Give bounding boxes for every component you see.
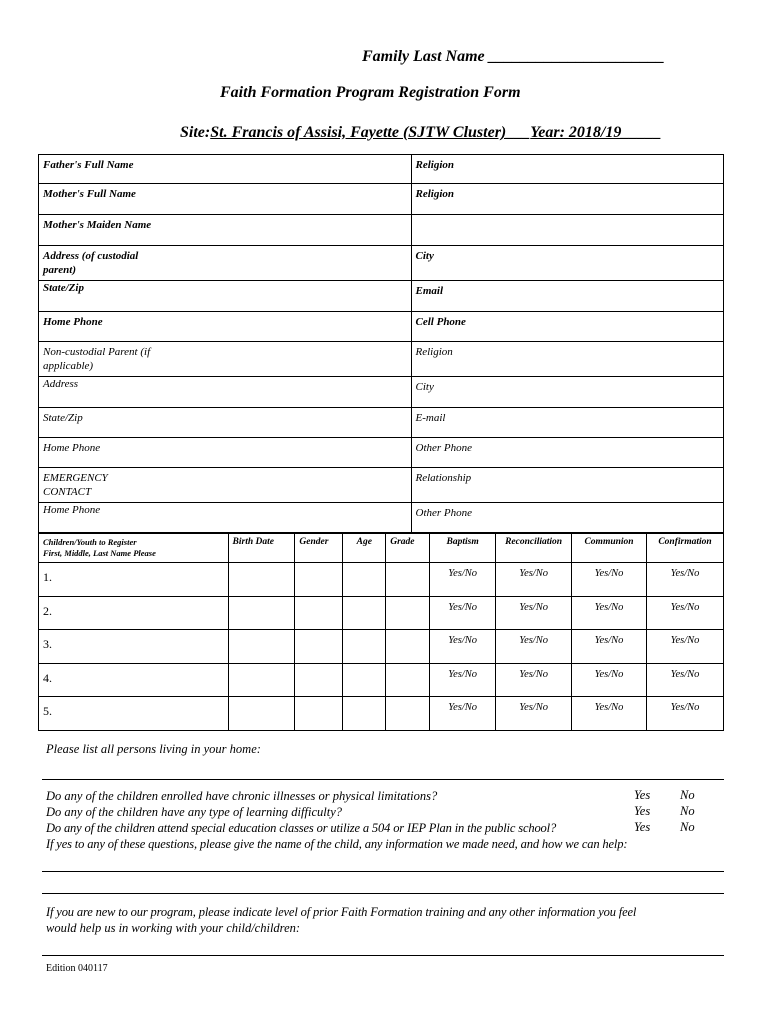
reconciliation-yes-no[interactable]: Yes/No xyxy=(496,596,572,630)
col-gender: Gender xyxy=(295,534,343,563)
household-answer-line[interactable] xyxy=(42,779,724,780)
table-row xyxy=(39,663,724,697)
form-title: Faith Formation Program Registration Form xyxy=(220,84,521,101)
child-name-cell[interactable]: 2. xyxy=(39,596,229,630)
table-row xyxy=(39,697,724,731)
gender-cell[interactable] xyxy=(295,563,343,597)
relationship-field[interactable]: Relationship xyxy=(411,468,723,503)
confirmation-yes-no[interactable]: Yes/No xyxy=(647,697,724,731)
birth-date-cell[interactable] xyxy=(228,697,295,731)
mother-name-field[interactable]: Mother's Full Name xyxy=(39,184,412,215)
reconciliation-yes-no[interactable]: Yes/No xyxy=(496,697,572,731)
nc-state-zip-field[interactable]: State/Zip xyxy=(39,408,412,438)
communion-yes-no[interactable]: Yes/No xyxy=(572,663,647,697)
baptism-yes-no[interactable]: Yes/No xyxy=(430,697,496,731)
age-cell[interactable] xyxy=(343,563,386,597)
birth-date-cell[interactable] xyxy=(228,630,295,664)
grade-cell[interactable] xyxy=(386,630,430,664)
gender-cell[interactable] xyxy=(295,663,343,697)
age-cell[interactable] xyxy=(343,697,386,731)
baptism-yes-no[interactable]: Yes/No xyxy=(430,663,496,697)
question-learning-difficulty: Do any of the children have any type of learning difficulty? xyxy=(46,805,342,819)
cell-phone-field[interactable]: Cell Phone xyxy=(411,312,723,342)
edition-footer: Edition 040117 xyxy=(46,963,108,974)
col-grade: Grade xyxy=(386,534,430,563)
parent-info-table xyxy=(38,154,724,533)
col-age: Age xyxy=(343,534,386,563)
home-phone-field[interactable]: Home Phone xyxy=(39,312,412,342)
q3-no-option[interactable]: No xyxy=(680,820,695,834)
reconciliation-yes-no[interactable]: Yes/No xyxy=(496,663,572,697)
new-program-answer-line[interactable] xyxy=(42,955,724,956)
nc-address-field[interactable]: Address xyxy=(39,377,412,408)
col-reconciliation: Reconciliation xyxy=(496,534,572,563)
blank-cell xyxy=(411,215,723,246)
reconciliation-yes-no[interactable]: Yes/No xyxy=(496,563,572,597)
mother-religion-field[interactable]: Religion xyxy=(411,184,723,215)
child-name-cell[interactable]: 3. xyxy=(39,630,229,664)
mother-maiden-field[interactable]: Mother's Maiden Name xyxy=(39,215,412,246)
birth-date-cell[interactable] xyxy=(228,663,295,697)
noncustodial-parent-field[interactable]: Non-custodial Parent (if applicable) xyxy=(39,342,412,377)
question-special-education: Do any of the children attend special education classes or utilize a 504 or IEP Plan in the public school? xyxy=(46,821,557,835)
age-cell[interactable] xyxy=(343,596,386,630)
city-field[interactable]: City xyxy=(411,246,723,281)
confirmation-yes-no[interactable]: Yes/No xyxy=(647,630,724,664)
gender-cell[interactable] xyxy=(295,697,343,731)
grade-cell[interactable] xyxy=(386,596,430,630)
confirmation-yes-no[interactable]: Yes/No xyxy=(647,663,724,697)
col-birth-date: Birth Date xyxy=(228,534,295,563)
reconciliation-yes-no[interactable]: Yes/No xyxy=(496,630,572,664)
nc-email-field[interactable]: E-mail xyxy=(411,408,723,438)
grade-cell[interactable] xyxy=(386,697,430,731)
grade-cell[interactable] xyxy=(386,563,430,597)
em-other-phone-field[interactable]: Other Phone xyxy=(411,503,723,533)
table-row xyxy=(39,596,724,630)
col-baptism: Baptism xyxy=(430,534,496,563)
col-confirmation: Confirmation xyxy=(647,534,724,563)
household-prompt: Please list all persons living in your home: xyxy=(46,742,261,756)
new-program-prompt-line-1: If you are new to our program, please indicate level of prior Faith Formation training and any other information you feel xyxy=(46,905,637,919)
child-name-cell[interactable]: 1. xyxy=(39,563,229,597)
children-table xyxy=(38,533,724,731)
nc-religion-field[interactable]: Religion xyxy=(411,342,723,377)
gender-cell[interactable] xyxy=(295,630,343,664)
col-name-header: Children/Youth to Register First, Middle, Last Name Please xyxy=(39,534,229,563)
if-yes-answer-line-2[interactable] xyxy=(42,893,724,894)
communion-yes-no[interactable]: Yes/No xyxy=(572,563,647,597)
baptism-yes-no[interactable]: Yes/No xyxy=(430,630,496,664)
question-chronic-illness: Do any of the children enrolled have chronic illnesses or physical limitations? xyxy=(46,789,438,803)
state-zip-field[interactable]: State/Zip xyxy=(39,281,412,312)
year: Year: 2018/19 xyxy=(530,124,622,141)
communion-yes-no[interactable]: Yes/No xyxy=(572,697,647,731)
birth-date-cell[interactable] xyxy=(228,563,295,597)
table-row xyxy=(39,563,724,597)
age-cell[interactable] xyxy=(343,630,386,664)
if-yes-answer-line-1[interactable] xyxy=(42,871,724,872)
nc-home-phone-field[interactable]: Home Phone xyxy=(39,438,412,468)
grade-cell[interactable] xyxy=(386,663,430,697)
age-cell[interactable] xyxy=(343,663,386,697)
q1-no-option[interactable]: No xyxy=(680,788,695,802)
new-program-prompt-line-2: would help us in working with your child/children: xyxy=(46,921,301,935)
father-religion-field[interactable]: Religion xyxy=(411,155,723,184)
q2-no-option[interactable]: No xyxy=(680,804,695,818)
child-name-cell[interactable]: 4. xyxy=(39,663,229,697)
email-field[interactable]: Email xyxy=(411,281,723,312)
family-last-name: Family Last Name ______________________ xyxy=(362,48,665,65)
communion-yes-no[interactable]: Yes/No xyxy=(572,596,647,630)
baptism-yes-no[interactable]: Yes/No xyxy=(430,563,496,597)
communion-yes-no[interactable]: Yes/No xyxy=(572,630,647,664)
site-line: Site:St. Francis of Assisi, Fayette (SJTW Cluster)___Year: 2018/19_____ xyxy=(180,124,662,141)
children-header-row xyxy=(39,534,724,563)
father-name-field[interactable]: Father's Full Name xyxy=(39,155,412,184)
em-home-phone-field[interactable]: Home Phone xyxy=(39,503,412,533)
confirmation-yes-no[interactable]: Yes/No xyxy=(647,596,724,630)
site-name: St. Francis of Assisi, Fayette (SJTW Cluster) xyxy=(210,124,507,141)
child-name-cell[interactable]: 5. xyxy=(39,697,229,731)
confirmation-yes-no[interactable]: Yes/No xyxy=(647,563,724,597)
nc-other-phone-field[interactable]: Other Phone xyxy=(411,438,723,468)
q3-yes-option[interactable]: Yes xyxy=(634,820,651,834)
emergency-contact-field[interactable]: EMERGENCY CONTACT xyxy=(39,468,412,503)
family-last-name-blank[interactable]: ______________________ xyxy=(488,48,665,65)
gender-cell[interactable] xyxy=(295,596,343,630)
q1-yes-option[interactable]: Yes xyxy=(634,788,651,802)
q2-yes-option[interactable]: Yes xyxy=(634,804,651,818)
baptism-yes-no[interactable]: Yes/No xyxy=(430,596,496,630)
address-field[interactable]: Address (of custodial parent) xyxy=(39,246,412,281)
table-row xyxy=(39,630,724,664)
col-communion: Communion xyxy=(572,534,647,563)
if-yes-prompt: If yes to any of these questions, please give the name of the child, any information we made need, and how we can help: xyxy=(46,837,628,851)
birth-date-cell[interactable] xyxy=(228,596,295,630)
nc-city-field[interactable]: City xyxy=(411,377,723,408)
